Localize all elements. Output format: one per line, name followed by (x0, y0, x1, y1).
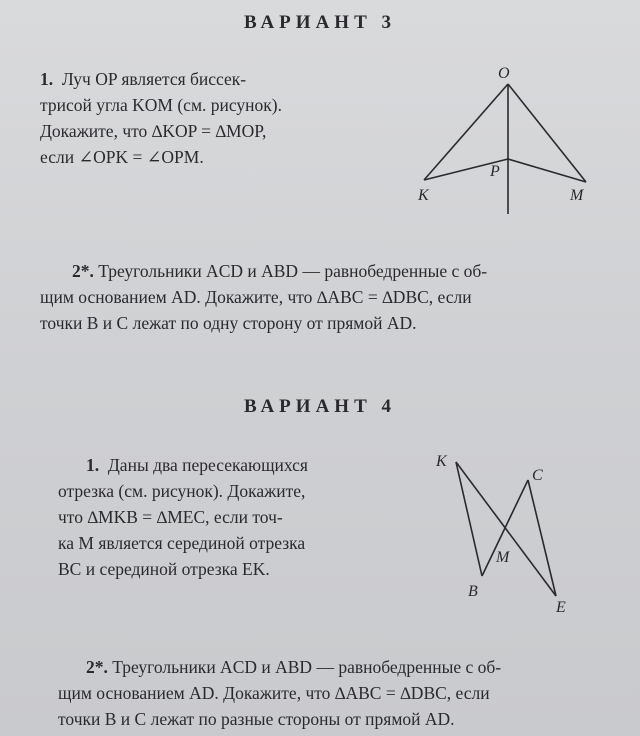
segment-om (508, 84, 586, 182)
task-text-line: отрезка (см. рисунок). Докажите, (58, 481, 306, 501)
task-text-line: если ∠OPK = ∠OPM. (40, 147, 204, 167)
task-text-line: точки B и C лежат по одну сторону от прямой AD. (40, 313, 417, 333)
task-number: 1. (40, 69, 54, 89)
task-text-line: Луч OP является биссек- (61, 69, 247, 89)
point-label-m: M (496, 549, 510, 566)
task-text-line: ка M является серединой отрезка (58, 533, 306, 553)
point-label-k: K (436, 453, 447, 470)
variant-4-heading: ВАРИАНТ 4 (243, 396, 396, 417)
task-text-line: трисой угла KOM (см. рисунок). (40, 95, 283, 115)
task-text-line: BC и серединой отрезка EK. (58, 559, 270, 579)
figure-angle-kom (410, 62, 630, 222)
task-number: 2*. (86, 657, 108, 677)
point-label-k: K (418, 187, 429, 204)
task-text-line: Треугольники ACD и ABD — равнобедренные с об- (98, 261, 488, 281)
variant-3-heading: ВАРИАНТ 3 (243, 12, 396, 33)
task-text-line: что ∆MKB = ∆MEC, если точ- (58, 507, 283, 527)
point-label-m: M (570, 187, 584, 204)
point-label-c: C (532, 467, 543, 484)
segment-ce (528, 480, 556, 596)
task-text-line: Докажите, что ∆KOP = ∆MOP, (40, 121, 267, 141)
task-text-line: щим основанием AD. Докажите, что ∆ABC = ∆DBC, если (58, 683, 490, 703)
variant-3-task-2 (40, 258, 630, 336)
task-number: 1. (86, 455, 100, 475)
figure-crossing-segments (430, 446, 600, 626)
variant-4-task-1 (58, 452, 418, 582)
task-text-line: Треугольники ACD и ABD — равнобедренные с об- (112, 657, 502, 677)
task-number: 2*. (72, 261, 94, 281)
segment-mp (508, 159, 586, 182)
point-label-o: O (498, 65, 510, 82)
point-label-e: E (556, 599, 566, 616)
task-text-line: Даны два пересекающихся (107, 455, 308, 475)
point-label-b: B (468, 583, 478, 600)
variant-4-task-2 (58, 654, 638, 732)
task-text-line: точки B и C лежат по разные стороны от прямой AD. (58, 709, 455, 729)
task-text-line: щим основанием AD. Докажите, что ∆ABC = ∆DBC, если (40, 287, 472, 307)
variant-3-task-1 (40, 66, 400, 170)
point-label-p: P (490, 163, 500, 180)
